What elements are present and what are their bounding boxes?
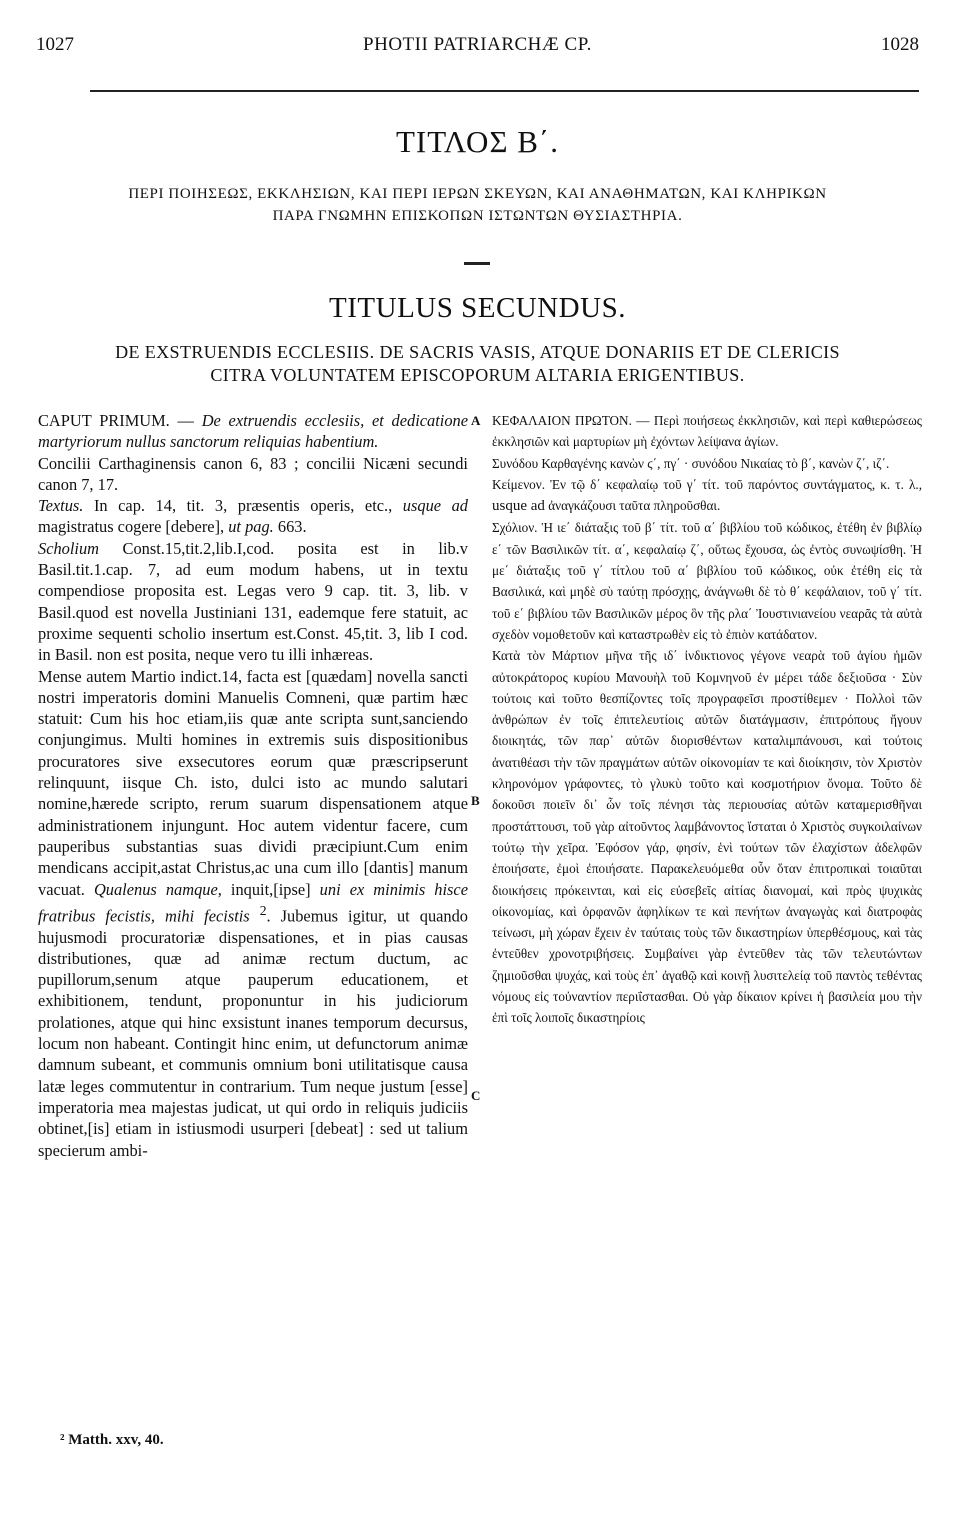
caput-label: CAPUT PRIMUM. — <box>38 411 194 430</box>
latin-textus <box>38 495 468 538</box>
latin-novella <box>38 666 468 1161</box>
greek-keimenon <box>492 474 922 518</box>
greek-subtitle-line: ΠΕΡΙ ΠΟΙΗΣΕΩΣ, ΕΚΚΛΗΣΙΩΝ, ΚΑΙ ΠΕΡΙ ΙΕΡΩΝ ΣΚΕΥΩΝ, ΚΑΙ ΑΝΑΘΗΜΑΤΩΝ, ΚΑΙ ΚΛΗΡΙΚΩΝ <box>128 186 827 202</box>
latin-column <box>38 410 468 1161</box>
running-title: PHOTII PATRIARCHÆ CP. <box>363 34 592 55</box>
greek-scholion: Σχόλιον. Ἡ ιε΄ διάταξις τοῦ β΄ τίτ. τοῦ α΄ βιβλίου τοῦ κώδικος, ἐτέθη ἐν βιβλίῳ ε΄ τῶν Βασιλικῶν τίτ. α΄, κεφαλαίῳ ζ΄, οὕτως ἔχουσα, ὡς ἐντὸς συνωψίσθη. Ἡ με΄ διάταξις τοῦ γ΄ τίτλου τοῦ α΄ βιβλίου τοῦ κώδικος, οὐκ ἐτέθη εἰς τὰ Βασιλικά, καὶ μηδὲ σὺ ταύτῃ πρόσχῃς, ἀνάγνωθι δὲ τὸ θ΄ κεφάλαιον, τοῦ γ΄ τίτ. τοῦ ε΄ βιβλίου τῶν Βασιλικῶν μέρος ὃν τῆς ρλα΄ Ἰουστινιανείου νεαρᾶς τὰ αὐτὰ σχεδὸν νομοθετοῦν καὶ καταστρωθὲν εἰς τὸ ἐπιὸν κατάδατον. <box>492 520 922 642</box>
textus-italic: ut pag. <box>228 517 274 537</box>
latin-title: TITULUS SECUNDUS. <box>329 292 626 324</box>
greek-column <box>492 410 922 1029</box>
novella-text: Mense autem Martio indict.14, facta est [quædam] novella sancti nostri imperatoris domini Manuelis Comneni, quæ partim hæc statuit: Cum his hoc etiam,iis quæ ante scripta sunt,sanciendo conjungimus. Multi homines in extremis suis dispositionibus procuratores sive exsecutores eorum quæ præscripserunt relinquunt, iisque Ch. isto, dulci isto ac mundo salutari nomine,hærede scripto, rerum suarum dispensationem atque administrationem injungunt. Hoc autem videntur facere, cum pauperibus substantias suas dividi præcipiunt.Cum enim mendicans accipit,astat Christus,ac una cum illo [dantis] manum vacuat. <box>38 666 468 899</box>
caput-title: De extruendis ecclesiis, et dedicatione martyriorum nullus sanctorum reliquias habentium. <box>38 411 468 452</box>
keimenon-text: Κείμενον. Ἐν τῷ δ΄ κεφαλαίῳ τοῦ γ΄ τίτ. τοῦ παρόντος συντάγματος, κ. τ. λ., <box>492 476 922 492</box>
latin-subtitle <box>36 341 919 387</box>
footnote: ² Matth. xxv, 40. <box>60 1432 164 1448</box>
section-dash <box>464 262 490 265</box>
textus-text: 663. <box>277 517 307 537</box>
greek-title: ΤΙΤΛΟΣ Β΄. <box>396 124 559 159</box>
novella-text: inquit,[ipse] <box>230 879 311 899</box>
textus-label: Textus. <box>38 496 84 516</box>
kephalaion-label: ΚΕΦΑΛΑΙΟΝ ΠΡΩΤΟΝ. — <box>492 413 650 428</box>
keimenon-latin: usque ad <box>492 498 545 515</box>
scholium-text: Const.15,tit.2,lib.I,cod. posita est in lib.v Basil.tit.1.cap. 7, ad eum modum habens, ut in textu compendiose proposita est. Legas vero 9 cap. tit. 3, lib. v Basil.quod est novella Justiniani 131, eademque fere statuit, ac proxime sequenti scholio insertum est.Const. 45,tit. 3, lib I cod. in Basil. non est posita, neque vero tu illi inhæreas. <box>38 538 468 665</box>
novella-text: . Jubemus igitur, ut quando hujusmodi procuratoriæ dispensationes, et in pias causas distributiones, quæ ad animæ rectum ductum, ac pupillorum,senum atque pauperum educationem, et exhibitionem, tendunt, proponuntur in his judiciorum prolationes, atque qui hinc exsistunt inanes temporum decursus, locum non habeant. Contingit hinc enim, ut defunctorum animæ damnum subeant, et communis omnium boni utilitatisque causa latæ leges commutentur in contrarium. Tum neque justum [esse] imperatoria mea majestas judicat, ut qui ordo in reliquis judiciis obtinet,[is] etiam in istiusmodi usurperi [debeat] : sed ut talium specierum ambi- <box>38 906 468 1160</box>
greek-subtitle-line: ΠΑΡΑ ΓΝΩΜΗΝ ΕΠΙΣΚΟΠΩΝ ΙΣΤΩΝΤΩΝ ΘΥΣΙΑΣΤΗΡΙΑ. <box>272 208 683 224</box>
margin-letter-c: C <box>471 1088 481 1103</box>
greek-caput-heading <box>492 410 922 453</box>
kephalaion-title: Περὶ ποιήσεως ἐκκλησιῶν, καὶ περὶ καθιερώσεως ἐκκλησιῶν καὶ μαρτυρίων μὴ ἐχόντων λείψανα ἁγίων. <box>492 413 922 450</box>
latin-scholium <box>38 538 468 666</box>
page-number-right: 1028 <box>881 34 919 55</box>
latin-caput-heading <box>38 410 468 453</box>
running-head <box>36 34 919 58</box>
textus-text: In cap. 14, tit. 3, præsentis operis, etc., <box>93 496 393 516</box>
textus-text: magistratus cogere [debere], <box>38 517 225 537</box>
novella-italic: Qualenus namque, <box>93 879 222 899</box>
scholium-label: Scholium <box>38 538 100 558</box>
latin-subtitle-line: CITRA VOLUNTATEM EPISCOPORUM ALTARIA ERIGENTIBUS. <box>210 365 745 385</box>
page-number-left: 1027 <box>36 34 74 55</box>
latin-subtitle-line: DE EXSTRUENDIS ECCLESIIS. DE SACRIS VASIS, ATQUE DONARIIS ET DE CLERICIS <box>115 342 840 362</box>
footnote-marker: 2 <box>259 902 267 918</box>
latin-canon-ref: Concilii Carthaginensis canon 6, 83 ; concilii Nicæni secundi canon 7, 17. <box>38 453 468 494</box>
novella-italic: uni ex minimis hisce fratribus fecistis, mihi fecistis <box>38 879 468 926</box>
margin-letter-b: B <box>471 793 480 808</box>
keimenon-text: ἀναγκάζουσι ταῦτα πληροῦσθαι. <box>548 498 721 514</box>
textus-italic: usque ad <box>402 496 468 516</box>
greek-subtitle <box>36 183 919 227</box>
header-rule <box>90 90 919 92</box>
margin-letter-a: A <box>471 413 481 428</box>
greek-canon-ref: Συνόδου Καρθαγένης κανὼν ϛ΄, πγ΄ · συνόδου Νικαίας τὸ β΄, κανὼν ζ΄, ιζ΄. <box>492 455 890 471</box>
greek-novella: Κατὰ τὸν Μάρτιον μῆνα τῆς ιδ΄ ἰνδικτιονος γέγονε νεαρὰ τοῦ ἁγίου ἡμῶν αὐτοκράτορος κυρίου Μανουὴλ τοῦ Κομνηνοῦ ἐν μέρει τάδε δεξιοῦσα · Σὺν τούτοις καὶ τοῦτο θεσπίζοντες τοῖς προγραφεῖσι προστίθεμεν · Πολλοὶ τῶν ἀνθρώπων ἐν τοῖς ἐπιτελευτίοις αὐτῶν διατάγμασιν, ἐπιτρόπους ἤγουν διοικητάς, τῶν παρ᾽ αὐτῶν διορισθέντων καταλιμπάνουσι, καὶ τούτοις ἀνατιθέασι τὴν τῶν πραγμάτων αὐτῶν οἰκονομίαν τε καὶ διοίκησιν, τὸν Χριστὸν κληρονόμον γράφοντες, τὸ γλυκὺ τοῦτο καὶ κοσμοτήριον ὄνομα. Τοῦτο δὲ δοκοῦσι ποιεῖν δι᾽ ὧν τοῖς πένησι τὰς περιουσίας αὐτῶν καταμερισθῆναι προστάττουσι, τοῦ γὰρ αἰτοῦντος λαμβάνοντος ἵσταται ὁ Χριστὸς συγκοιλαίνων τούτῳ τὴν χεῖρα. Ἐφόσον γάρ, φησίν, ἑνὶ τούτων τῶν ἐλαχίστων ἀδελφῶν ἐποιήσατε, ἐμοὶ ἐποιήσατε. Παρακελευόμεθα οὖν ὅταν ἐπιτροπικαὶ τοιαῦται διοικήσεις πρόκεινται, καὶ εἰς εὐσεβεῖς αἰτίας διανομαί, καὶ πρὸς ψυχικὰς οἰκονομίας, καὶ ὀρφανῶν ἀφηλίκων τε καὶ πενήτων ἀναγωγὰς καὶ διατροφὰς τείνωσι, μὴ χώραν ἔχειν ἐν ταύταις τοὺς τῶν δικαστηρίων ὑπερθέσμους, καὶ τὰς ἐντεῦθεν χρονοτριβήσεις. Συμβαίνει γὰρ ἐντεῦθεν τὰς τῶν τελευτώντων ζημιοῦσθαι ψυχάς, καὶ τοὺς ἐπ᾽ ἀγαθῷ καὶ κοινῇ λυσιτελείᾳ τοῦ παντὸς τεθέντας νόμους εἰς τοὐναντίον περιΐστασθαι. Οὐ γὰρ δίκαιον κρίνει ἡ βασιλεία μου τὴν ἐπὶ τοῖς λοιποῖς δικαστηρίοις <box>492 648 922 1026</box>
